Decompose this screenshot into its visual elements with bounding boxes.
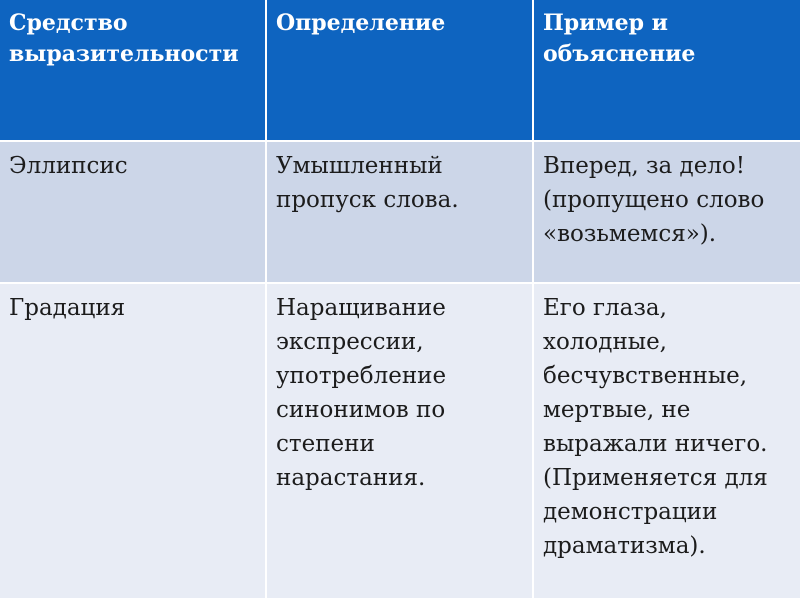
- device-text: Градация: [9, 295, 126, 321]
- header-definition-label: Определение: [276, 10, 446, 36]
- header-example: [534, 0, 800, 142]
- header-example-label: Пример и объяснение: [543, 10, 696, 67]
- table-row: [0, 142, 800, 284]
- cell-definition: [267, 284, 534, 600]
- cell-example: [534, 142, 800, 284]
- header-device-label: Средство выразительности: [9, 10, 239, 67]
- table-header-row: [0, 0, 800, 142]
- cell-definition: [267, 142, 534, 284]
- table-row: [0, 284, 800, 600]
- cell-example: [534, 284, 800, 600]
- example-text: Его глаза, холодные, бесчувственные, мертвые, не выражали ничего. (Применяется для демонстрации драматизма).: [543, 295, 768, 559]
- definition-text: Наращивание экспрессии, употребление синонимов по степени нарастания.: [276, 295, 447, 491]
- device-text: Эллипсис: [9, 153, 128, 179]
- example-text: Вперед, за дело! (пропущено слово «возьмемся»).: [543, 153, 765, 247]
- header-device: [0, 0, 267, 142]
- header-definition: [267, 0, 534, 142]
- definition-text: Умышленный пропуск слова.: [276, 153, 459, 213]
- cell-device: [0, 142, 267, 284]
- cell-device: [0, 284, 267, 600]
